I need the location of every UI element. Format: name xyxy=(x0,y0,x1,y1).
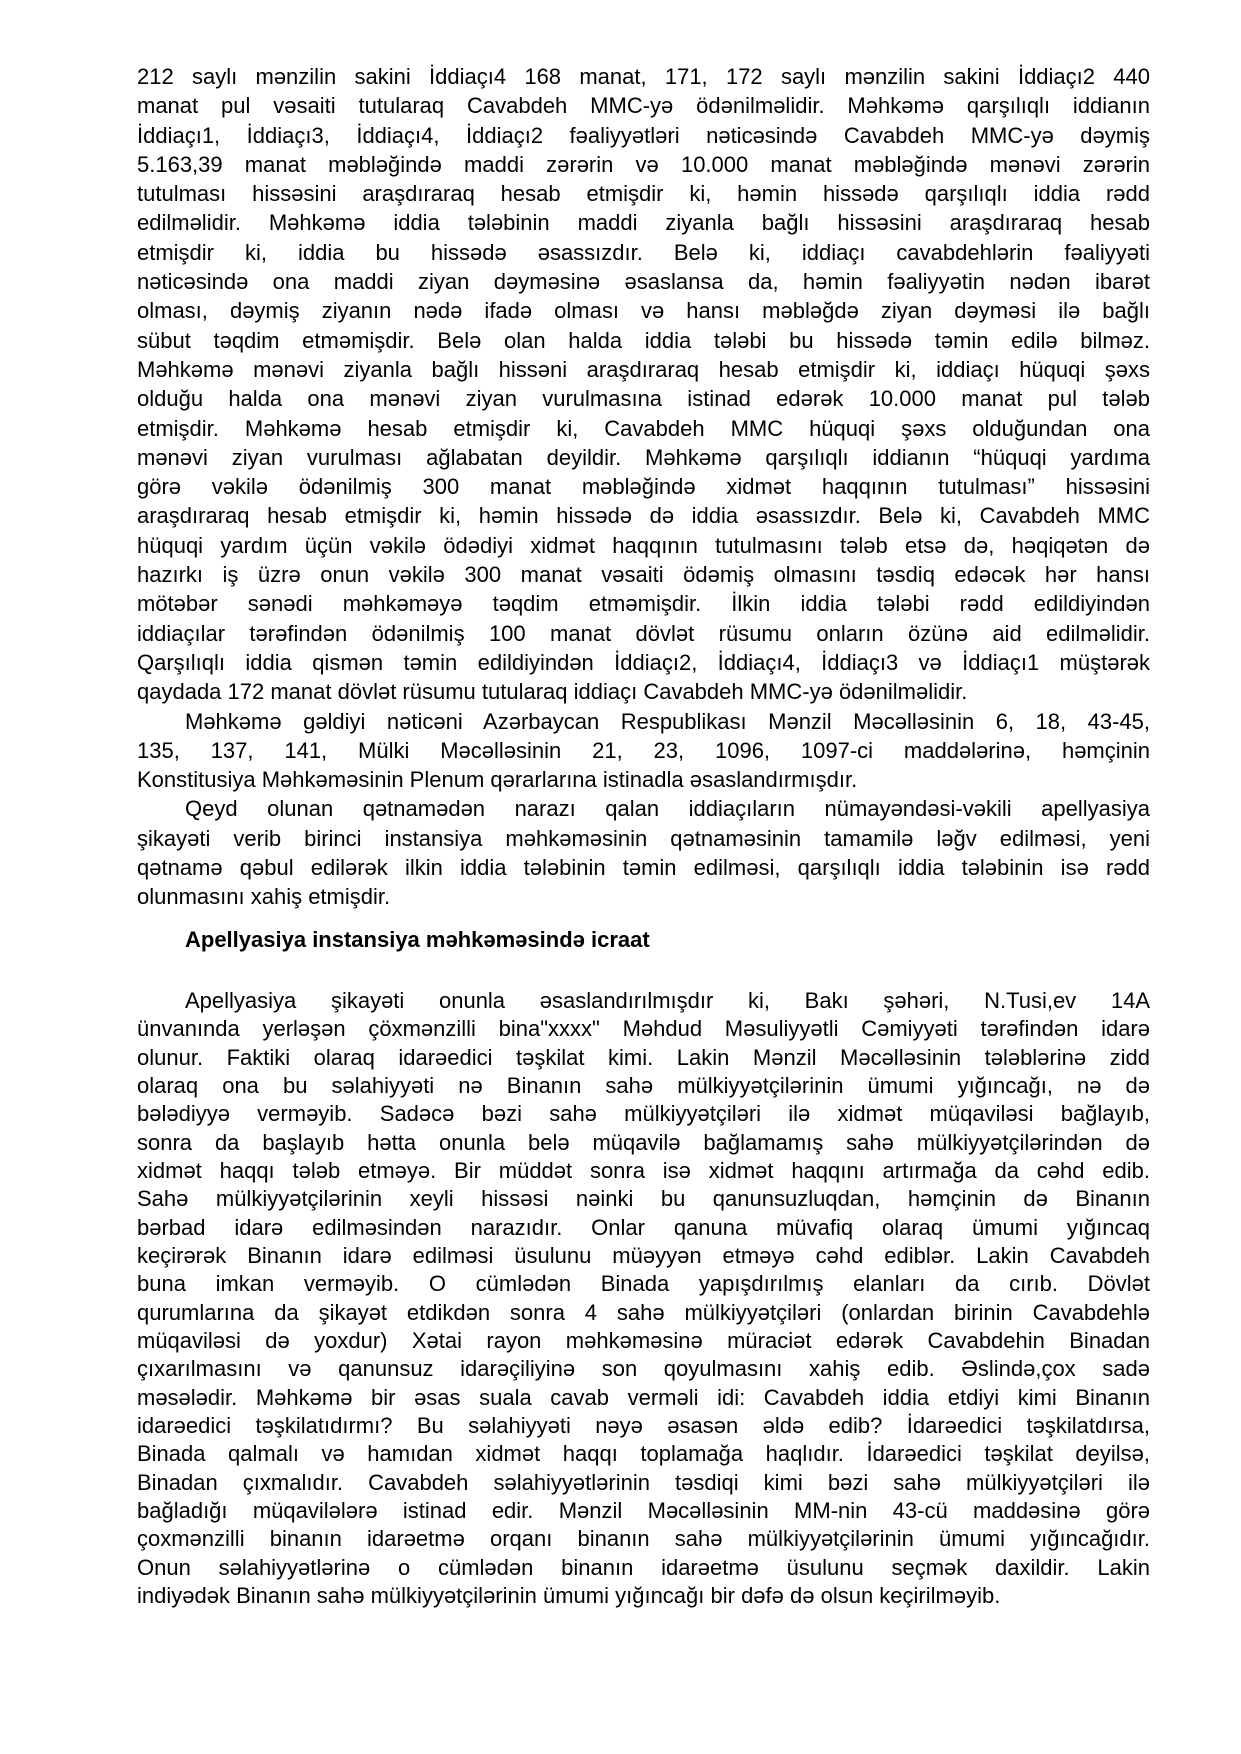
text-line: mənəvi ziyan vurulması ağlabatan deyildir. Məhkəmə qarşılıqlı iddianın “hüquqi yardıma xyxy=(137,444,1150,470)
text-line: hazırkı iş üzrə onun vəkilə 300 manat vəsaiti ödəmiş olmasını təsdiq edəcək hər hansı xyxy=(137,562,1150,588)
text-line: Qarşılıqlı iddia qismən təmin edildiyindən İddiaçı2, İddiaçı4, İddiaçı3 və İddiaçı1 müştərək xyxy=(137,649,1150,675)
section-heading: Apellyasiya instansiya məhkəməsində icraat xyxy=(185,926,650,952)
text-line: indiyədək Binanın sahə mülkiyyətçilərinin ümumi yığıncağı bir dəfə də olsun keçirilməyib. xyxy=(137,1583,1001,1609)
text-line: etmişdir ki, iddia bu hissədə əsassızdır. Belə ki, iddiaçı cavabdehlərin fəaliyyəti xyxy=(137,239,1150,265)
text-line: hüquqi yardım üçün vəkilə ödədiyi xidmət haqqının tutulmasını tələb etsə də, həqiqətən də xyxy=(137,532,1150,558)
text-line: Konstitusiya Məhkəməsinin Plenum qərarlarına istinadla əsaslandırmışdır. xyxy=(137,767,858,793)
text-line: Onun səlahiyyətlərinə o cümlədən binanın idarəetmə üsulunu seçmək daxildir. Lakin xyxy=(137,1554,1150,1580)
body-text-after-heading xyxy=(137,987,1150,1611)
text-line: Qeyd olunan qətnamədən narazı qalan iddiaçıların nümayəndəsi-vəkili apellyasiya xyxy=(185,796,1150,822)
document-body xyxy=(137,62,1150,1610)
paragraph xyxy=(137,707,1150,795)
paragraph xyxy=(137,794,1150,911)
text-line: olması, dəymiş ziyanın nədə ifadə olması və hansı məbləğdə ziyan dəyməsi ilə bağlı xyxy=(137,298,1150,324)
text-line: 5.163,39 manat məbləğində maddi zərərin və 10.000 manat məbləğində mənəvi zərərin xyxy=(137,151,1150,177)
text-line: ünvanında yerləşən çöxmənzilli bina"xxxx" Məhdud Məsuliyyətli Cəmiyyəti tərəfindən idarə xyxy=(137,1016,1150,1042)
text-line: buna imkan verməyib. O cümlədən Binada yapışdırılmış elanları da cırıb. Dövlət xyxy=(137,1271,1150,1297)
text-line: tutulması hissəsini araşdıraraq hesab etmişdir ki, həmin hissədə qarşılıqlı iddia rədd xyxy=(137,181,1150,207)
text-line: iddiaçılar tərəfindən ödənilmiş 100 manat dövlət rüsumu onların özünə aid edilməlidir. xyxy=(137,620,1150,646)
text-line: bağladığı müqavilələrə istinad edir. Mənzil Məcəlləsinin MM-nin 43-cü maddəsinə görə xyxy=(137,1498,1150,1524)
text-line: İddiaçı1, İddiaçı3, İddiaçı4, İddiaçı2 fəaliyyətləri nəticəsində Cavabdeh MMC-yə dəymiş xyxy=(137,122,1150,148)
text-line: mötəbər sənədi məhkəməyə təqdim etməmişdir. İlkin iddia tələbi rədd edildiyindən xyxy=(137,591,1150,617)
text-line: araşdıraraq hesab etmişdir ki, həmin hissədə də iddia əsassızdır. Belə ki, Cavabdeh MMC xyxy=(137,503,1150,529)
text-line: Apellyasiya şikayəti onunla əsaslandırılmışdır ki, Bakı şəhəri, N.Tusi,ev 14A xyxy=(185,987,1150,1013)
text-line: qətnamə qəbul edilərək ilkin iddia tələbinin təmin edilməsi, qarşılıqlı iddia tələbinin isə rədd xyxy=(137,855,1150,881)
text-line: olaraq ona bu səlahiyyəti nə Binanın sahə mülkiyyətçilərinin ümumi yığıncağı, nə də xyxy=(137,1072,1150,1098)
text-line: şikayəti verib birinci instansiya məhkəməsinin qətnaməsinin tamamilə ləğv edilməsi, yeni xyxy=(137,825,1150,851)
text-line: məsələdir. Məhkəmə bir əsas suala cavab verməli idi: Cavabdeh iddia etdiyi kimi Binanın xyxy=(137,1384,1150,1410)
text-line: xidmət haqqı tələb etməyə. Bir müddət sonra isə xidmət haqqını artırmağa da cəhd edib. xyxy=(137,1157,1150,1183)
text-line: keçirərək Binanın idarə edilməsi üsulunu müəyyən etməyə cəhd ediblər. Lakin Cavabdeh xyxy=(137,1243,1150,1268)
text-line: sübut təqdim etməmişdir. Belə olan halda iddia tələbi bu hissədə təmin edilə bilməz. xyxy=(137,327,1150,353)
text-line: qurumlarına da şikayət etdikdən sonra 4 sahə mülkiyyətçiləri (onlardan birinin Cavabdehlə xyxy=(137,1299,1150,1325)
text-line: bələdiyyə verməyib. Sadəcə bəzi sahə mülkiyyətçiləri ilə xidmət müqaviləsi bağlayıb, xyxy=(137,1101,1150,1127)
text-line: idarəedici təşkilatıdırmı? Bu səlahiyyəti nəyə əsasən əldə edib? İdarəedici təşkilatdırsa, xyxy=(137,1413,1150,1439)
text-line: çoxmənzilli binanın idarəetmə orqanı binanın sahə mülkiyyətçilərinin ümumi yığıncağıdır. xyxy=(137,1526,1150,1552)
text-line: etmişdir. Məhkəmə hesab etmişdir ki, Cavabdeh MMC hüquqi şəxs olduğundan ona xyxy=(137,415,1150,441)
text-line: manat pul vəsaiti tutularaq Cavabdeh MMC-yə ödənilməlidir. Məhkəmə qarşılıqlı iddianın xyxy=(137,93,1150,119)
text-line: sonra da başlayıb hətta onunla belə müqavilə bağlamamış sahə mülkiyyətçilərindən də xyxy=(137,1129,1150,1155)
text-line: olduğu halda ona mənəvi ziyan vurulmasına istinad edərək 10.000 manat pul tələb xyxy=(137,386,1150,412)
text-line: 135, 137, 141, Mülki Məcəlləsinin 21, 23, 1096, 1097-ci maddələrinə, həmçinin xyxy=(137,737,1150,763)
text-line: olunur. Faktiki olaraq idarəedici təşkilat kimi. Lakin Mənzil Məcəlləsinin tələblərinə zidd xyxy=(137,1044,1150,1070)
text-line: bərbad idarə edilməsindən narazıdır. Onlar qanuna müvafiq olaraq ümumi yığıncaq xyxy=(137,1214,1150,1240)
text-line: Məhkəmə mənəvi ziyanla bağlı hissəni araşdıraraq hesab etmişdir ki, iddiaçı hüquqi şəxs xyxy=(137,356,1150,382)
paragraph xyxy=(137,62,1150,707)
text-line: olunmasını xahiş etmişdir. xyxy=(137,884,391,910)
text-line: çıxarılmasını və qanunsuz idarəçiliyinə son qoyulmasını xahiş edib. Əslində,çox sadə xyxy=(137,1356,1150,1382)
text-line: Sahə mülkiyyətçilərinin xeyli hissəsi nəinki bu qanunsuzluqdan, həmçinin də Binanın xyxy=(137,1186,1150,1212)
body-text-before-heading xyxy=(137,62,1150,912)
text-line: müqaviləsi də yoxdur) Xətai rayon məhkəməsinə müraciət edərək Cavabdehin Binadan xyxy=(137,1328,1150,1354)
text-line: Binadan çıxmalıdır. Cavabdeh səlahiyyətlərinin təsdiqi kimi bəzi sahə mülkiyyətçiləri ilə xyxy=(137,1469,1150,1495)
text-line: 212 saylı mənzilin sakini İddiaçı4 168 manat, 171, 172 saylı mənzilin sakini İddiaçı2 440 xyxy=(137,64,1150,89)
text-line: Məhkəmə gəldiyi nəticəni Azərbaycan Respublikası Mənzil Məcəlləsinin 6, 18, 43-45, xyxy=(185,708,1150,734)
text-line: görə vəkilə ödənilmiş 300 manat məbləğində xidmət haqqının tutulması” hissəsini xyxy=(137,474,1150,500)
text-line: edilməlidir. Məhkəmə iddia tələbinin maddi ziyanla bağlı hissəsini araşdıraraq hesab xyxy=(137,210,1150,236)
text-line: qaydada 172 manat dövlət rüsumu tutularaq iddiaçı Cavabdeh MMC-yə ödənilməlidir. xyxy=(137,679,968,705)
text-line: nəticəsində ona maddi ziyan dəyməsinə əsaslansa da, həmin fəaliyyətin nədən ibarət xyxy=(137,269,1150,295)
text-line: Binada qalmalı və hamıdan xidmət haqqı toplamağa haqlıdır. İdarəedici təşkilat deyilsə, xyxy=(137,1441,1150,1467)
paragraph xyxy=(137,987,1150,1611)
